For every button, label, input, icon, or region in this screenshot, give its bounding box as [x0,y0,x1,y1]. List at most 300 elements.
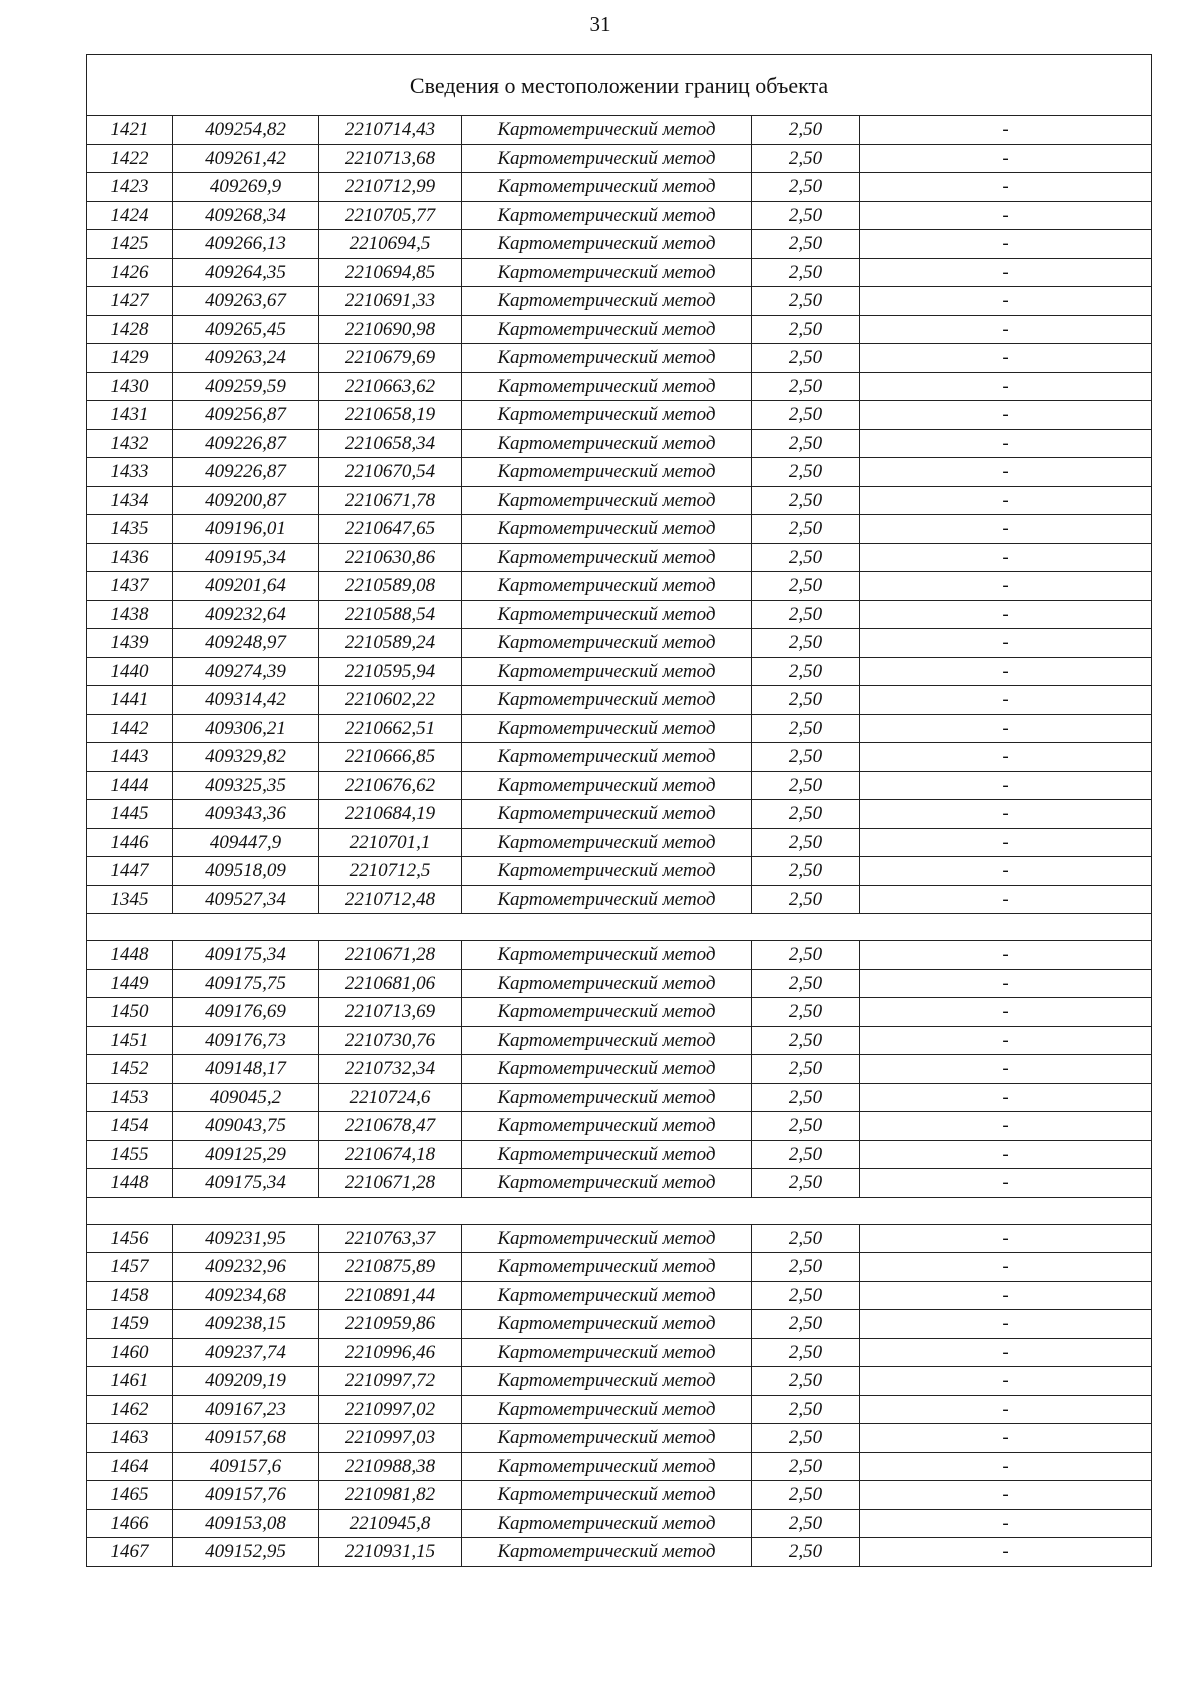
cell-method: Картометрический метод [462,1281,752,1310]
cell-x-coordinate: 409153,08 [173,1509,319,1538]
cell-note: - [860,1481,1152,1510]
cell-x-coordinate: 409263,67 [173,287,319,316]
cell-x-coordinate: 409447,9 [173,828,319,857]
cell-note: - [860,657,1152,686]
table-row [87,458,1152,487]
cell-point-number: 1432 [87,429,173,458]
cell-point-number: 1429 [87,344,173,373]
cell-y-coordinate: 2210679,69 [319,344,462,373]
cell-y-coordinate: 2210671,28 [319,941,462,970]
table-row [87,771,1152,800]
table-title-row [87,55,1152,116]
cell-y-coordinate: 2210671,78 [319,486,462,515]
cell-y-coordinate: 2210712,48 [319,885,462,914]
cell-note: - [860,1367,1152,1396]
table-row [87,1452,1152,1481]
cell-precision: 2,50 [752,429,860,458]
cell-y-coordinate: 2210875,89 [319,1253,462,1282]
cell-x-coordinate: 409152,95 [173,1538,319,1567]
cell-x-coordinate: 409232,64 [173,600,319,629]
cell-y-coordinate: 2210671,28 [319,1169,462,1198]
cell-method: Картометрический метод [462,173,752,202]
cell-y-coordinate: 2210730,76 [319,1026,462,1055]
cell-y-coordinate: 2210713,68 [319,144,462,173]
cell-precision: 2,50 [752,1140,860,1169]
cell-x-coordinate: 409176,69 [173,998,319,1027]
cell-point-number: 1459 [87,1310,173,1339]
cell-method: Картометрический метод [462,1367,752,1396]
cell-precision: 2,50 [752,998,860,1027]
cell-point-number: 1465 [87,1481,173,1510]
cell-precision: 2,50 [752,1367,860,1396]
table-row [87,998,1152,1027]
cell-x-coordinate: 409234,68 [173,1281,319,1310]
cell-precision: 2,50 [752,771,860,800]
table-row [87,116,1152,145]
cell-method: Картометрический метод [462,344,752,373]
cell-x-coordinate: 409209,19 [173,1367,319,1396]
page-number: 31 [589,12,611,36]
cell-point-number: 1423 [87,173,173,202]
cell-precision: 2,50 [752,1509,860,1538]
boundary-table-container [86,54,1151,1567]
cell-point-number: 1428 [87,315,173,344]
table-row [87,1538,1152,1567]
cell-method: Картометрический метод [462,201,752,230]
cell-precision: 2,50 [752,486,860,515]
cell-y-coordinate: 2210997,72 [319,1367,462,1396]
table-row [87,1367,1152,1396]
cell-note: - [860,1253,1152,1282]
cell-method: Картометрический метод [462,287,752,316]
group-separator-cell [87,914,1152,941]
cell-point-number: 1462 [87,1395,173,1424]
cell-precision: 2,50 [752,372,860,401]
cell-x-coordinate: 409314,42 [173,686,319,715]
table-row [87,1083,1152,1112]
table-row [87,1026,1152,1055]
cell-method: Картометрический метод [462,714,752,743]
cell-precision: 2,50 [752,173,860,202]
cell-note: - [860,315,1152,344]
cell-point-number: 1466 [87,1509,173,1538]
cell-note: - [860,1281,1152,1310]
cell-y-coordinate: 2210670,54 [319,458,462,487]
table-row [87,1112,1152,1141]
cell-y-coordinate: 2210684,19 [319,800,462,829]
cell-x-coordinate: 409306,21 [173,714,319,743]
table-row [87,1140,1152,1169]
cell-point-number: 1430 [87,372,173,401]
table-row [87,287,1152,316]
cell-y-coordinate: 2210595,94 [319,657,462,686]
cell-note: - [860,201,1152,230]
cell-point-number: 1452 [87,1055,173,1084]
cell-method: Картометрический метод [462,800,752,829]
cell-method: Картометрический метод [462,857,752,886]
cell-note: - [860,885,1152,914]
cell-y-coordinate: 2210602,22 [319,686,462,715]
cell-x-coordinate: 409175,34 [173,1169,319,1198]
cell-note: - [860,429,1152,458]
cell-precision: 2,50 [752,657,860,686]
cell-y-coordinate: 2210588,54 [319,600,462,629]
cell-x-coordinate: 409196,01 [173,515,319,544]
cell-method: Картометрический метод [462,429,752,458]
cell-y-coordinate: 2210997,02 [319,1395,462,1424]
cell-method: Картометрический метод [462,401,752,430]
cell-method: Картометрический метод [462,686,752,715]
table-row [87,629,1152,658]
cell-point-number: 1426 [87,258,173,287]
cell-point-number: 1424 [87,201,173,230]
table-row [87,401,1152,430]
cell-precision: 2,50 [752,885,860,914]
cell-point-number: 1427 [87,287,173,316]
cell-precision: 2,50 [752,1224,860,1253]
table-row [87,201,1152,230]
cell-precision: 2,50 [752,315,860,344]
cell-x-coordinate: 409157,76 [173,1481,319,1510]
cell-note: - [860,1055,1152,1084]
cell-method: Картометрический метод [462,1509,752,1538]
cell-note: - [860,372,1152,401]
cell-x-coordinate: 409527,34 [173,885,319,914]
table-row [87,144,1152,173]
cell-note: - [860,600,1152,629]
group-separator-cell [87,1197,1152,1224]
cell-note: - [860,998,1152,1027]
cell-point-number: 1440 [87,657,173,686]
cell-method: Картометрический метод [462,144,752,173]
cell-x-coordinate: 409343,36 [173,800,319,829]
cell-precision: 2,50 [752,686,860,715]
cell-note: - [860,1026,1152,1055]
cell-method: Картометрический метод [462,515,752,544]
cell-precision: 2,50 [752,1481,860,1510]
cell-note: - [860,1338,1152,1367]
cell-point-number: 1464 [87,1452,173,1481]
cell-x-coordinate: 409157,68 [173,1424,319,1453]
table-row [87,600,1152,629]
cell-precision: 2,50 [752,941,860,970]
cell-note: - [860,116,1152,145]
cell-y-coordinate: 2210681,06 [319,969,462,998]
boundary-coordinates-table [86,54,1152,1567]
cell-note: - [860,515,1152,544]
table-row [87,230,1152,259]
cell-x-coordinate: 409043,75 [173,1112,319,1141]
cell-method: Картометрический метод [462,1224,752,1253]
cell-precision: 2,50 [752,1026,860,1055]
cell-y-coordinate: 2210658,34 [319,429,462,458]
cell-note: - [860,486,1152,515]
cell-note: - [860,629,1152,658]
cell-method: Картометрический метод [462,600,752,629]
cell-method: Картометрический метод [462,743,752,772]
cell-x-coordinate: 409248,97 [173,629,319,658]
cell-precision: 2,50 [752,1424,860,1453]
cell-note: - [860,1538,1152,1567]
cell-y-coordinate: 2210701,1 [319,828,462,857]
cell-note: - [860,771,1152,800]
cell-point-number: 1443 [87,743,173,772]
cell-note: - [860,572,1152,601]
cell-precision: 2,50 [752,857,860,886]
cell-y-coordinate: 2210589,24 [319,629,462,658]
cell-y-coordinate: 2210712,5 [319,857,462,886]
cell-x-coordinate: 409261,42 [173,144,319,173]
cell-point-number: 1421 [87,116,173,145]
table-row [87,941,1152,970]
cell-x-coordinate: 409045,2 [173,1083,319,1112]
cell-note: - [860,1452,1152,1481]
cell-y-coordinate: 2210694,85 [319,258,462,287]
cell-precision: 2,50 [752,714,860,743]
cell-point-number: 1447 [87,857,173,886]
cell-method: Картометрический метод [462,230,752,259]
cell-x-coordinate: 409175,75 [173,969,319,998]
cell-x-coordinate: 409201,64 [173,572,319,601]
cell-y-coordinate: 2210663,62 [319,372,462,401]
cell-precision: 2,50 [752,543,860,572]
cell-method: Картометрический метод [462,116,752,145]
table-row [87,1509,1152,1538]
cell-method: Картометрический метод [462,543,752,572]
cell-y-coordinate: 2210647,65 [319,515,462,544]
cell-precision: 2,50 [752,258,860,287]
table-row [87,344,1152,373]
cell-method: Картометрический метод [462,1310,752,1339]
cell-precision: 2,50 [752,800,860,829]
cell-method: Картометрический метод [462,1452,752,1481]
cell-y-coordinate: 2210714,43 [319,116,462,145]
table-body [87,55,1152,1567]
cell-point-number: 1444 [87,771,173,800]
cell-point-number: 1449 [87,969,173,998]
cell-method: Картометрический метод [462,1083,752,1112]
cell-precision: 2,50 [752,1169,860,1198]
cell-x-coordinate: 409157,6 [173,1452,319,1481]
cell-point-number: 1448 [87,941,173,970]
cell-y-coordinate: 2210705,77 [319,201,462,230]
cell-x-coordinate: 409148,17 [173,1055,319,1084]
cell-y-coordinate: 2210691,33 [319,287,462,316]
cell-x-coordinate: 409329,82 [173,743,319,772]
cell-precision: 2,50 [752,458,860,487]
cell-precision: 2,50 [752,743,860,772]
cell-note: - [860,941,1152,970]
table-row [87,1338,1152,1367]
cell-precision: 2,50 [752,1395,860,1424]
cell-precision: 2,50 [752,1310,860,1339]
cell-point-number: 1431 [87,401,173,430]
cell-point-number: 1460 [87,1338,173,1367]
cell-x-coordinate: 409231,95 [173,1224,319,1253]
cell-point-number: 1439 [87,629,173,658]
table-row [87,1481,1152,1510]
cell-note: - [860,800,1152,829]
cell-x-coordinate: 409167,23 [173,1395,319,1424]
table-row [87,1424,1152,1453]
cell-y-coordinate: 2210732,34 [319,1055,462,1084]
cell-y-coordinate: 2210713,69 [319,998,462,1027]
table-row [87,429,1152,458]
cell-method: Картометрический метод [462,486,752,515]
cell-note: - [860,144,1152,173]
cell-note: - [860,828,1152,857]
cell-y-coordinate: 2210658,19 [319,401,462,430]
table-row [87,1224,1152,1253]
cell-point-number: 1433 [87,458,173,487]
cell-method: Картометрический метод [462,828,752,857]
cell-precision: 2,50 [752,201,860,230]
cell-precision: 2,50 [752,1538,860,1567]
cell-x-coordinate: 409263,24 [173,344,319,373]
cell-point-number: 1435 [87,515,173,544]
cell-method: Картометрический метод [462,372,752,401]
cell-method: Картометрический метод [462,1338,752,1367]
cell-precision: 2,50 [752,1083,860,1112]
cell-method: Картометрический метод [462,629,752,658]
cell-point-number: 1448 [87,1169,173,1198]
cell-precision: 2,50 [752,969,860,998]
group-separator-row [87,914,1152,941]
cell-y-coordinate: 2210662,51 [319,714,462,743]
table-row [87,657,1152,686]
cell-note: - [860,173,1152,202]
cell-y-coordinate: 2210997,03 [319,1424,462,1453]
cell-x-coordinate: 409125,29 [173,1140,319,1169]
cell-y-coordinate: 2210981,82 [319,1481,462,1510]
cell-method: Картометрический метод [462,572,752,601]
cell-y-coordinate: 2210678,47 [319,1112,462,1141]
cell-method: Картометрический метод [462,1140,752,1169]
cell-x-coordinate: 409325,35 [173,771,319,800]
cell-note: - [860,1169,1152,1198]
cell-method: Картометрический метод [462,969,752,998]
cell-point-number: 1434 [87,486,173,515]
cell-y-coordinate: 2210712,99 [319,173,462,202]
cell-x-coordinate: 409266,13 [173,230,319,259]
cell-precision: 2,50 [752,1281,860,1310]
table-row [87,173,1152,202]
cell-precision: 2,50 [752,515,860,544]
cell-x-coordinate: 409238,15 [173,1310,319,1339]
cell-point-number: 1441 [87,686,173,715]
cell-y-coordinate: 2210763,37 [319,1224,462,1253]
cell-note: - [860,1310,1152,1339]
cell-point-number: 1458 [87,1281,173,1310]
cell-x-coordinate: 409232,96 [173,1253,319,1282]
cell-method: Картометрический метод [462,1169,752,1198]
cell-point-number: 1446 [87,828,173,857]
cell-method: Картометрический метод [462,258,752,287]
cell-note: - [860,857,1152,886]
cell-point-number: 1450 [87,998,173,1027]
table-row [87,743,1152,772]
cell-x-coordinate: 409256,87 [173,401,319,430]
cell-x-coordinate: 409237,74 [173,1338,319,1367]
cell-x-coordinate: 409226,87 [173,429,319,458]
cell-precision: 2,50 [752,401,860,430]
cell-precision: 2,50 [752,344,860,373]
cell-point-number: 1422 [87,144,173,173]
cell-y-coordinate: 2210694,5 [319,230,462,259]
cell-precision: 2,50 [752,1112,860,1141]
cell-method: Картометрический метод [462,1424,752,1453]
cell-y-coordinate: 2210996,46 [319,1338,462,1367]
table-title: Сведения о местоположении границ объекта [87,55,1152,116]
cell-point-number: 1457 [87,1253,173,1282]
cell-note: - [860,743,1152,772]
cell-method: Картометрический метод [462,1112,752,1141]
cell-x-coordinate: 409518,09 [173,857,319,886]
cell-x-coordinate: 409269,9 [173,173,319,202]
cell-point-number: 1437 [87,572,173,601]
cell-note: - [860,686,1152,715]
cell-y-coordinate: 2210959,86 [319,1310,462,1339]
cell-note: - [860,1509,1152,1538]
table-row [87,1055,1152,1084]
cell-y-coordinate: 2210674,18 [319,1140,462,1169]
cell-note: - [860,1083,1152,1112]
cell-x-coordinate: 409264,35 [173,258,319,287]
table-row [87,885,1152,914]
table-row [87,258,1152,287]
cell-x-coordinate: 409200,87 [173,486,319,515]
cell-method: Картометрический метод [462,885,752,914]
table-row [87,543,1152,572]
cell-note: - [860,287,1152,316]
cell-point-number: 1345 [87,885,173,914]
cell-x-coordinate: 409265,45 [173,315,319,344]
cell-note: - [860,1224,1152,1253]
cell-point-number: 1463 [87,1424,173,1453]
cell-method: Картометрический метод [462,941,752,970]
cell-method: Картометрический метод [462,1538,752,1567]
table-row [87,486,1152,515]
cell-method: Картометрический метод [462,1055,752,1084]
cell-precision: 2,50 [752,572,860,601]
table-row [87,857,1152,886]
table-row [87,1253,1152,1282]
cell-x-coordinate: 409254,82 [173,116,319,145]
cell-x-coordinate: 409274,39 [173,657,319,686]
cell-precision: 2,50 [752,230,860,259]
cell-note: - [860,543,1152,572]
cell-y-coordinate: 2210630,86 [319,543,462,572]
cell-precision: 2,50 [752,1055,860,1084]
cell-precision: 2,50 [752,1452,860,1481]
cell-point-number: 1467 [87,1538,173,1567]
table-row [87,1281,1152,1310]
cell-y-coordinate: 2210945,8 [319,1509,462,1538]
cell-point-number: 1454 [87,1112,173,1141]
cell-note: - [860,344,1152,373]
cell-method: Картометрический метод [462,657,752,686]
cell-y-coordinate: 2210676,62 [319,771,462,800]
cell-note: - [860,1395,1152,1424]
table-row [87,315,1152,344]
table-row [87,714,1152,743]
cell-note: - [860,258,1152,287]
cell-precision: 2,50 [752,116,860,145]
cell-point-number: 1451 [87,1026,173,1055]
cell-method: Картометрический метод [462,1395,752,1424]
table-row [87,515,1152,544]
cell-x-coordinate: 409268,34 [173,201,319,230]
